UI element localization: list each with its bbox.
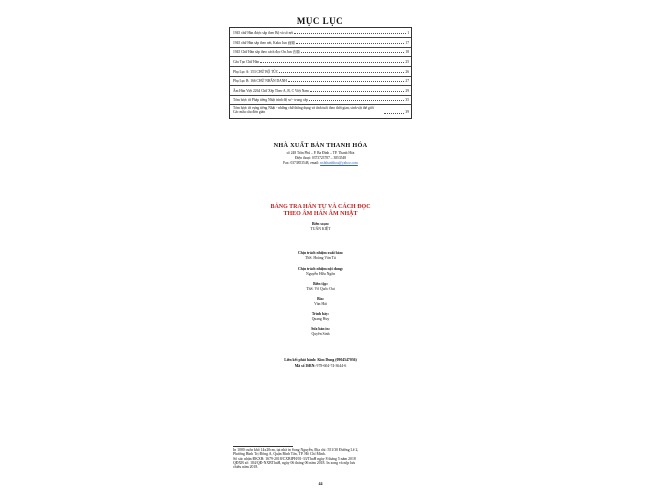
toc-entry: 1945 chữ Hán sắp theo nét, Kaku Jun 画順 17 [233, 41, 409, 45]
book-title-line1: BẢNG TRA HÁN TỰ VÀ CÁCH ĐỌC [270, 204, 371, 210]
credit-label: Trình bày: [311, 312, 330, 316]
credit-label: Biên tập: [313, 282, 328, 286]
email-link[interactable]: nxbthanhhoa@yahoo.com [320, 161, 358, 165]
print-info: In 1000 cuốn khổ 14x20cm, tại nhà in Song Nguyễn, Địa chỉ: 551/30 Đường Lê 2, Phường Bình Trị Đông A, Quận Bình Tân, TP. Hồ Chí Minh. Số xác nhận ĐKXB: 1679-2018/CXBIPH/01-33/ThaH ngày 8 tháng 5 năm 2018 QĐXB số: 184/QĐ-NXBThaH, ngày 06 tháng 06 năm 2018. In xong và nộp lưu chiểu năm 2018. [233, 448, 359, 470]
credit-label: Bìa: [317, 297, 324, 301]
print-info-rule [233, 446, 293, 447]
credit-label: Sửa bản in: [311, 327, 330, 331]
publisher-address: số 248 Trần Phú – P. Ba Đình – TP. Thanh Hóa [286, 151, 355, 155]
toc-entry: 1945 Chữ Hán sắp theo cách đọc On Jun 音順 18 [233, 50, 409, 54]
toc-title: MỤC LỤC [296, 16, 344, 26]
toc-entry: Phụ Lục B: 166 CHỮ NHÂN DANH 27 [233, 79, 409, 83]
page-number: 44 [318, 481, 323, 486]
credit-value: Văn Hải [314, 302, 327, 306]
toc-entry: Âm Hán Việt 2264 Chữ Xếp Theo A, B, C Việt Nam 29 [233, 89, 409, 93]
credit-label: Chịu trách nhiệm xuất bản: [297, 251, 344, 255]
toc-box [229, 27, 412, 119]
toc-entry: Phụ Lục A: 153 CHỮ BỘ TÚC 26 [233, 70, 409, 74]
credit-label: Chịu trách nhiệm nội dung: [297, 267, 344, 271]
publisher-phone: Điện thoại: 0373723787 – 3853548 [294, 156, 347, 160]
compiler-label: Biên soạn: [312, 222, 329, 226]
book-title-line2: THEO ÂM HÁN ÂM NHẬT [283, 211, 358, 217]
toc-entry: Cấu Tạo Chữ Hán 25 [233, 60, 409, 64]
credit-value: Quyền Sinh [311, 332, 330, 336]
isbn-line: Mã số ISBN: 978-604-74-3644-6 [294, 364, 347, 368]
toc-entry: 1945 chữ Hán được sắp theo Bộ và số nét 1 [233, 31, 409, 35]
credit-value: Nguyễn Hữu Ngôn [305, 272, 336, 276]
compiler-name: TUẤN KIỆT [310, 227, 331, 231]
credit-value: ThS. Võ Quốc Oai [306, 287, 335, 291]
publisher-fax-email: Fax: 0373853548, email: nxbthanhhoa@yahoo.com [283, 161, 358, 165]
credit-value: Quang Huy [311, 317, 330, 321]
toc-entry: Tóm lược từ vựng tiếng Nhật - những chữ thông dụng và tính tuổi theo thời gian, sinh vật thế giới Các mẫu câu đơn giản 39 [233, 106, 409, 115]
credit-value: ThS. Hoàng Văn Tú [305, 256, 336, 260]
distribution-line: Liên kết phát hành: Kim Dung (0904547036) [284, 358, 357, 362]
toc-entry: Tóm lược từ Pháp tiếng Nhật trình độ sơ - trung cấp 35 [233, 98, 409, 102]
publisher-name: NHÀ XUẤT BẢN THANH HÓA [273, 142, 368, 149]
